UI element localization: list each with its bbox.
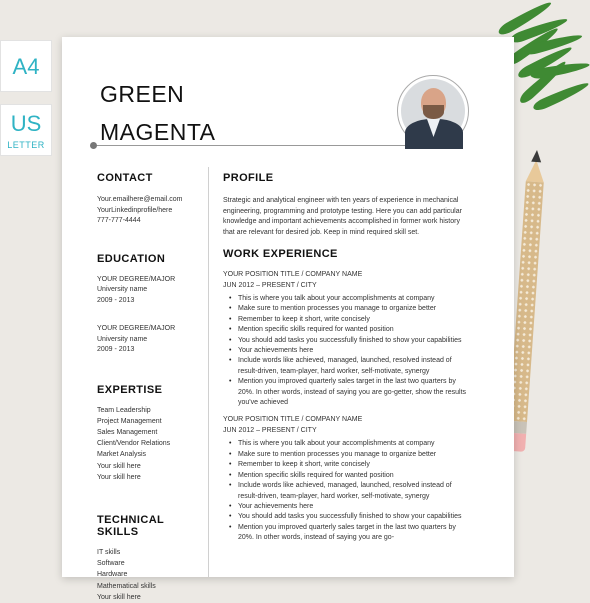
- resume-page: [62, 37, 514, 601]
- technical-skills-heading: TECHNICAL SKILLS: [97, 513, 164, 538]
- job-bullets: [223, 439, 473, 543]
- job-bullet: • This is where you talk about your accomplishments at company: [238, 439, 473, 449]
- education-item: [97, 275, 202, 307]
- technical-skill-item: Hardware: [97, 571, 128, 579]
- technical-skills-list: [97, 547, 202, 603]
- header-rule: [94, 145, 446, 146]
- job-dates: JUN 2012 – PRESENT / CITY: [223, 426, 317, 434]
- job-bullet: • Mention specific skills required for wanted position: [238, 325, 473, 335]
- expertise-item: Project Management: [97, 417, 162, 425]
- a4-format-badge: [0, 40, 52, 92]
- technical-skill-item: Software: [97, 560, 125, 568]
- expertise-item: Market Analysis: [97, 451, 147, 459]
- expertise-item: Team Leadership: [97, 406, 151, 414]
- education-degree: YOUR DEGREE/MAJOR: [97, 275, 176, 283]
- job-title: YOUR POSITION TITLE / COMPANY NAME: [223, 271, 363, 278]
- job-bullet: • Make sure to mention processes you manage to organize better: [238, 450, 473, 460]
- job-bullet: • Your achievements here: [238, 346, 473, 356]
- education-years: 2009 - 2013: [97, 296, 135, 304]
- expertise-heading: EXPERTISE: [97, 383, 163, 396]
- letter-label: LETTER: [7, 140, 45, 150]
- job-bullet: • This is where you talk about your accomplishments at company: [238, 294, 473, 304]
- technical-skill-item: Mathematical skills: [97, 582, 156, 590]
- technical-skill-item: Your skill here: [97, 593, 141, 601]
- education-heading: EDUCATION: [97, 252, 166, 265]
- job-dates: JUN 2012 – PRESENT / CITY: [223, 281, 317, 289]
- contact-email: Your.emailhere@email.com: [97, 196, 183, 203]
- education-school: University name: [97, 335, 148, 343]
- job-bullet: • You should add tasks you successfully finished to show your capabilities: [238, 512, 473, 522]
- job-entry: [223, 415, 473, 543]
- education-years: 2009 - 2013: [97, 346, 135, 353]
- profile-photo: [397, 75, 469, 147]
- contact-heading: CONTACT: [97, 172, 153, 184]
- job-bullet: • You should add tasks you successfully finished to show your capabilities: [238, 336, 473, 346]
- job-bullet: • Include words like achieved, managed, launched, resolved instead of result-driven, team-player, hard worker, self-motivate, synergy: [238, 356, 473, 377]
- us-letter-format-badge: [0, 104, 52, 156]
- left-column: [97, 172, 202, 603]
- education-school: University name: [97, 286, 148, 293]
- right-column: [223, 172, 473, 544]
- a4-label: A4: [12, 54, 40, 79]
- expertise-item: Your skill here: [97, 462, 141, 470]
- profile-heading: PROFILE: [223, 172, 274, 184]
- job-bullets: [223, 294, 473, 408]
- job-bullet: • Include words like achieved, managed, launched, resolved instead of result-driven, team-player, hard worker, self-motivate, synergy: [238, 481, 473, 502]
- technical-skill-item: IT skills: [97, 548, 121, 556]
- contact-linkedin: YourLinkedinprofile/here: [97, 206, 173, 214]
- expertise-item: Sales Management: [97, 428, 158, 436]
- column-divider: [208, 167, 209, 577]
- education-degree: YOUR DEGREE/MAJOR: [97, 325, 176, 332]
- job-title: YOUR POSITION TITLE / COMPANY NAME: [223, 416, 363, 424]
- contact-block: [97, 195, 202, 227]
- expertise-list: [97, 405, 202, 483]
- work-experience-heading: WORK EXPERIENCE: [223, 248, 338, 260]
- job-bullet: • Your achievements here: [238, 502, 473, 512]
- job-entry: [223, 270, 473, 408]
- name-second-line: MAGENTA: [100, 119, 216, 145]
- job-bullet: • Mention you improved quarterly sales target in the last two quarters by 20%. In other words, instead of saying you are go-getter, show the results you've achieved: [238, 377, 473, 408]
- us-label: US: [10, 111, 42, 136]
- expertise-item: Client/Vendor Relations: [97, 440, 171, 448]
- name-first-line: GREEN: [100, 81, 185, 107]
- job-bullet: • Remember to keep it short, write concisely: [238, 315, 473, 325]
- profile-summary: Strategic and analytical engineer with ten years of experience in mechanical engineering, programming and prototype testing. Here you can add particular knowledge and important achievements accomplished in former work history that are relevant for desired job. Keep in mind required skill set.: [223, 197, 462, 236]
- job-bullet: • Mention you improved quarterly sales target in the last two quarters by 20%. In other words, instead of saying you are go-: [238, 523, 473, 544]
- expertise-item: Your skill here: [97, 473, 141, 481]
- job-bullet: • Remember to keep it short, write concisely: [238, 460, 473, 470]
- job-bullet: • Mention specific skills required for wanted position: [238, 471, 473, 481]
- job-bullet: • Make sure to mention processes you manage to organize better: [238, 304, 473, 314]
- education-item: [97, 324, 202, 356]
- contact-phone: 777-777-4444: [97, 217, 141, 224]
- header-rule-dot: [90, 142, 97, 149]
